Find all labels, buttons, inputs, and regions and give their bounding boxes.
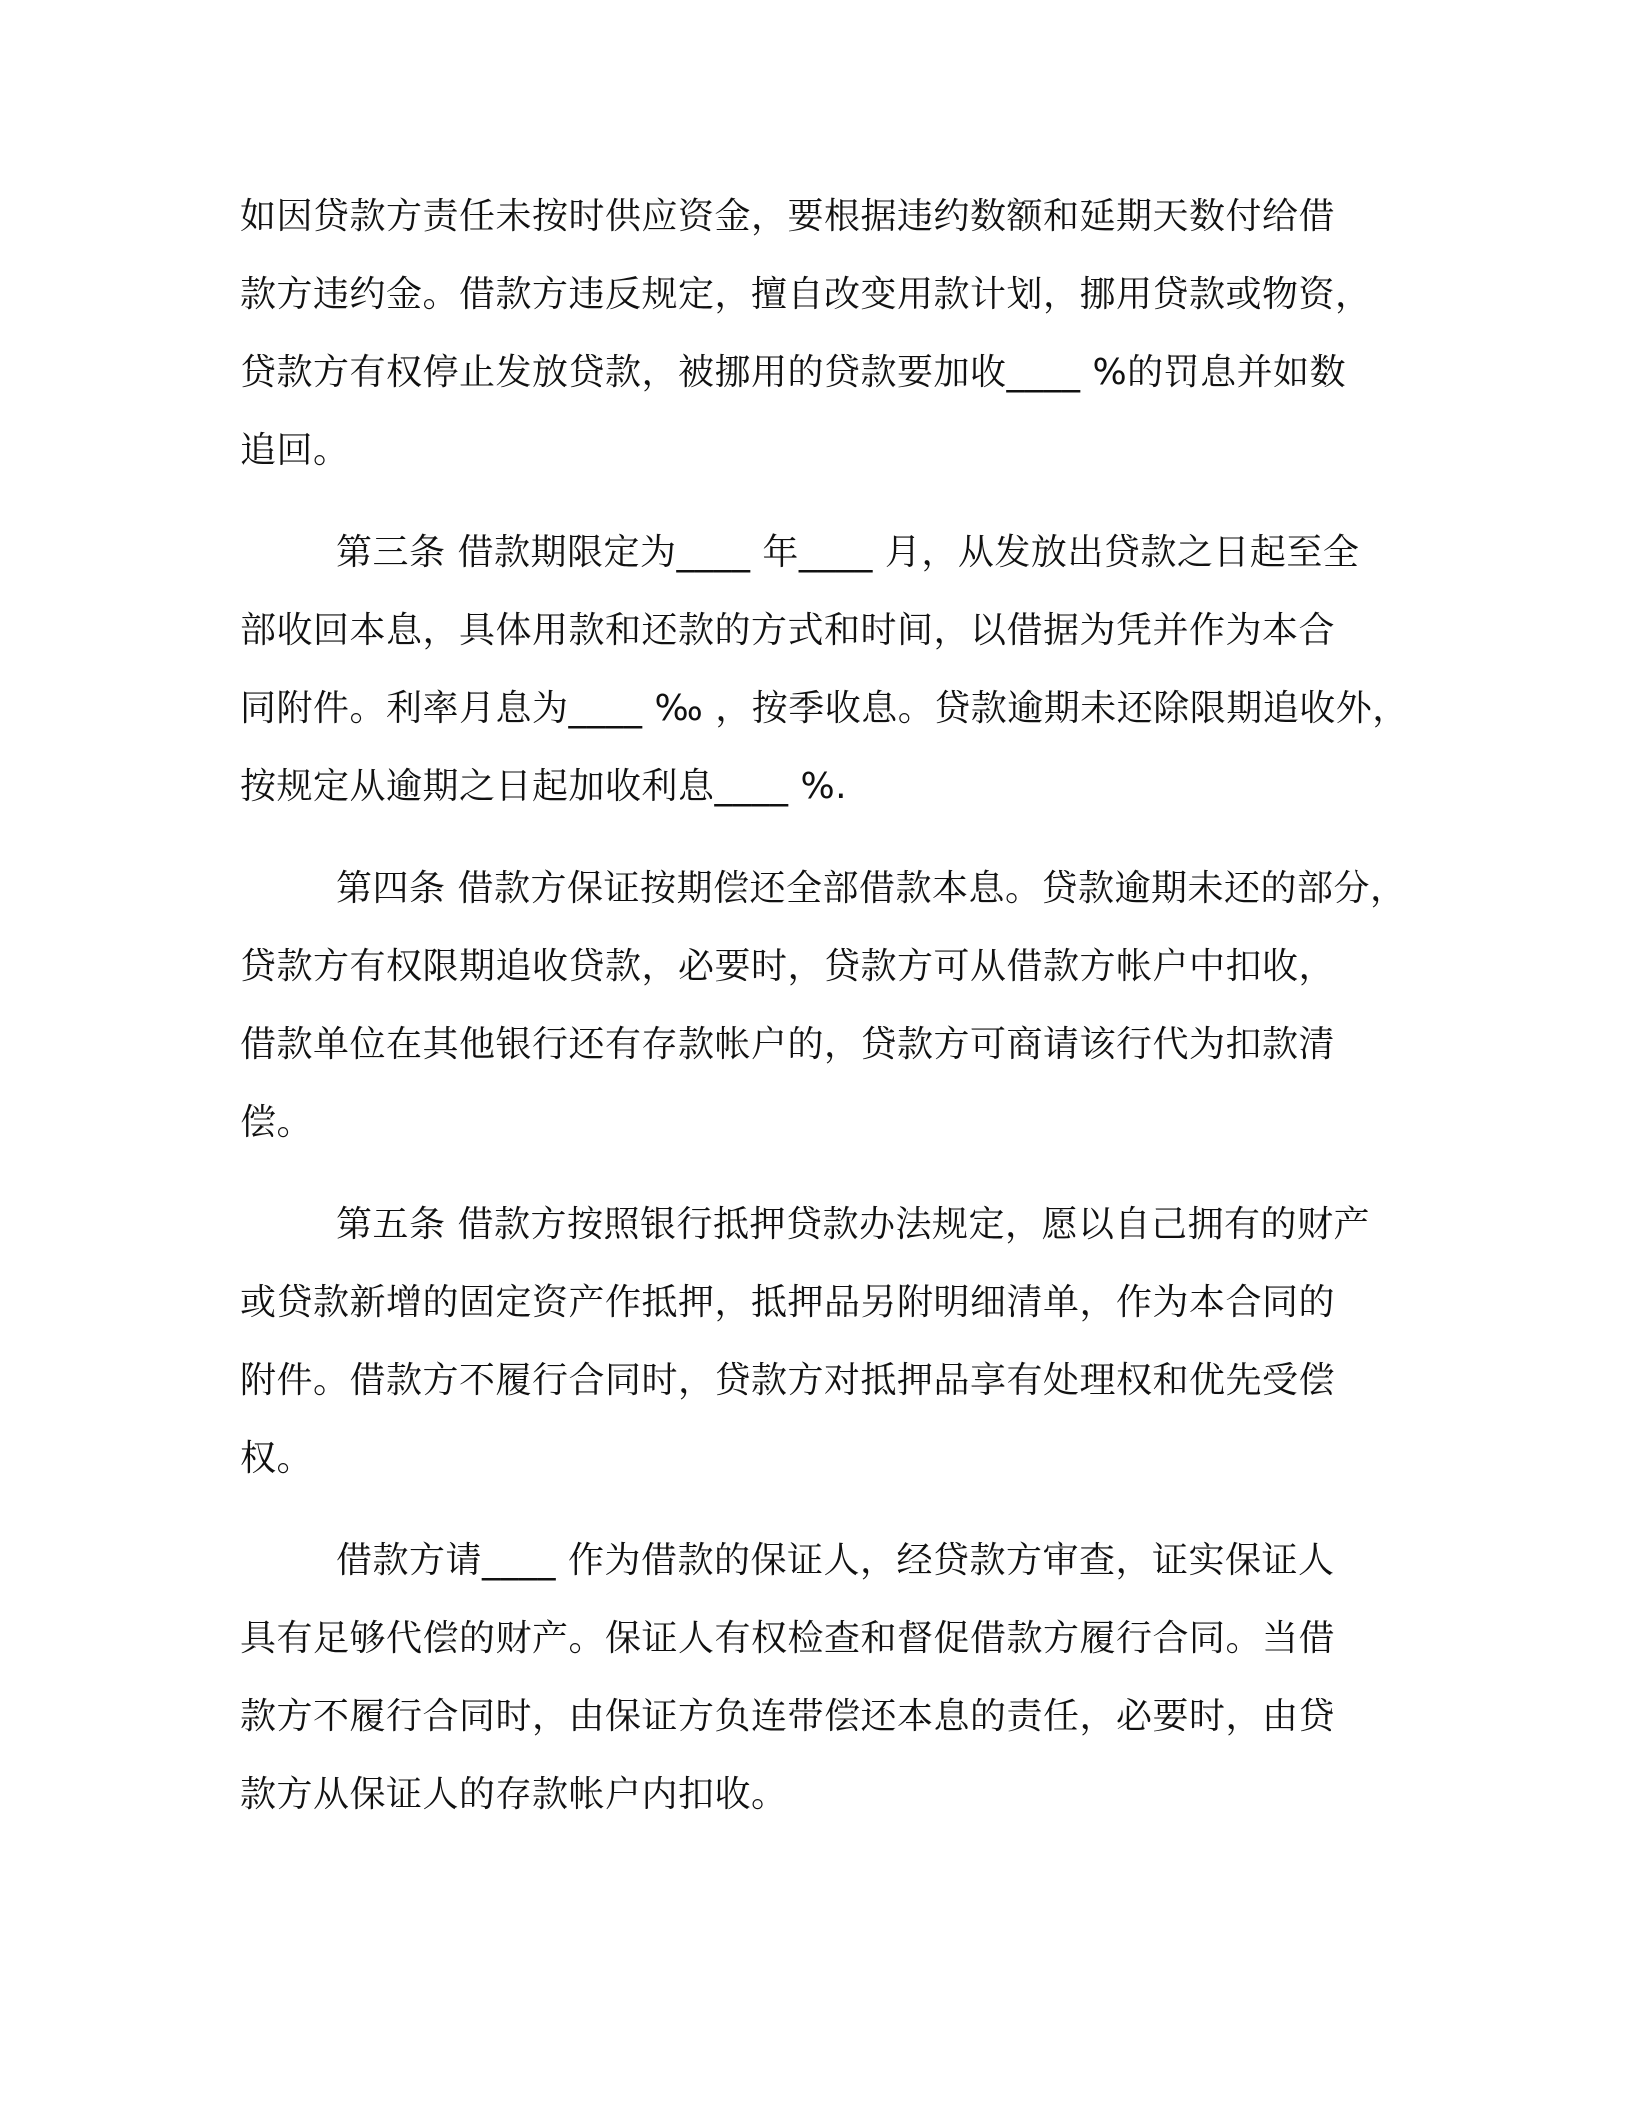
paragraph-fund-supply-liability [240, 178, 1420, 490]
text-line: 款方不履行合同时，由保证方负连带偿还本息的责任，必要时，由贷 [240, 1696, 1336, 1737]
text-line: 附件。借款方不履行合同时，贷款方对抵押品享有处理权和优先受偿 [240, 1360, 1336, 1401]
text-line: 贷款方有权限期追收贷款，必要时，贷款方可从借款方帐户中扣收， [240, 946, 1336, 987]
text-line: 款方违约金。借款方违反规定，擅自改变用款计划，挪用贷款或物资， [240, 274, 1372, 315]
text-line: 追回。 [240, 430, 350, 471]
text-line: 第四条 借款方保证按期偿还全部借款本息。贷款逾期未还的部分， [336, 868, 1407, 909]
text-line: 同附件。利率月息为____ ‰ ，按季收息。贷款逾期未还除限期追收外， [240, 688, 1409, 729]
paragraph-article-5 [240, 1186, 1420, 1498]
text-line: 或贷款新增的固定资产作抵押，抵押品另附明细清单，作为本合同的 [240, 1282, 1336, 1323]
text-line: 第五条 借款方按照银行抵押贷款办法规定，愿以自己拥有的财产 [336, 1204, 1370, 1245]
text-line: 第三条 借款期限定为____ 年____ 月，从发放出贷款之日起至全 [336, 532, 1360, 573]
text-line: 按规定从逾期之日起加收利息____ %. [240, 766, 848, 807]
text-line: 借款方请____ 作为借款的保证人，经贷款方审查，证实保证人 [336, 1540, 1335, 1581]
paragraph-article-4 [240, 850, 1420, 1162]
paragraph-guarantor [240, 1522, 1420, 1834]
text-line: 部收回本息，具体用款和还款的方式和时间，以借据为凭并作为本合 [240, 610, 1336, 651]
paragraph-article-3 [240, 514, 1420, 826]
text-line: 权。 [240, 1438, 314, 1479]
text-line: 贷款方有权停止发放贷款，被挪用的贷款要加收____ %的罚息并如数 [240, 352, 1347, 393]
text-line: 如因贷款方责任未按时供应资金，要根据违约数额和延期天数付给借 [240, 196, 1336, 237]
text-line: 借款单位在其他银行还有存款帐户的，贷款方可商请该行代为扣款清 [240, 1024, 1336, 1065]
text-line: 偿。 [240, 1102, 314, 1143]
text-line: 款方从保证人的存款帐户内扣收。 [240, 1774, 788, 1815]
text-line: 具有足够代偿的财产。保证人有权检查和督促借款方履行合同。当借 [240, 1618, 1336, 1659]
